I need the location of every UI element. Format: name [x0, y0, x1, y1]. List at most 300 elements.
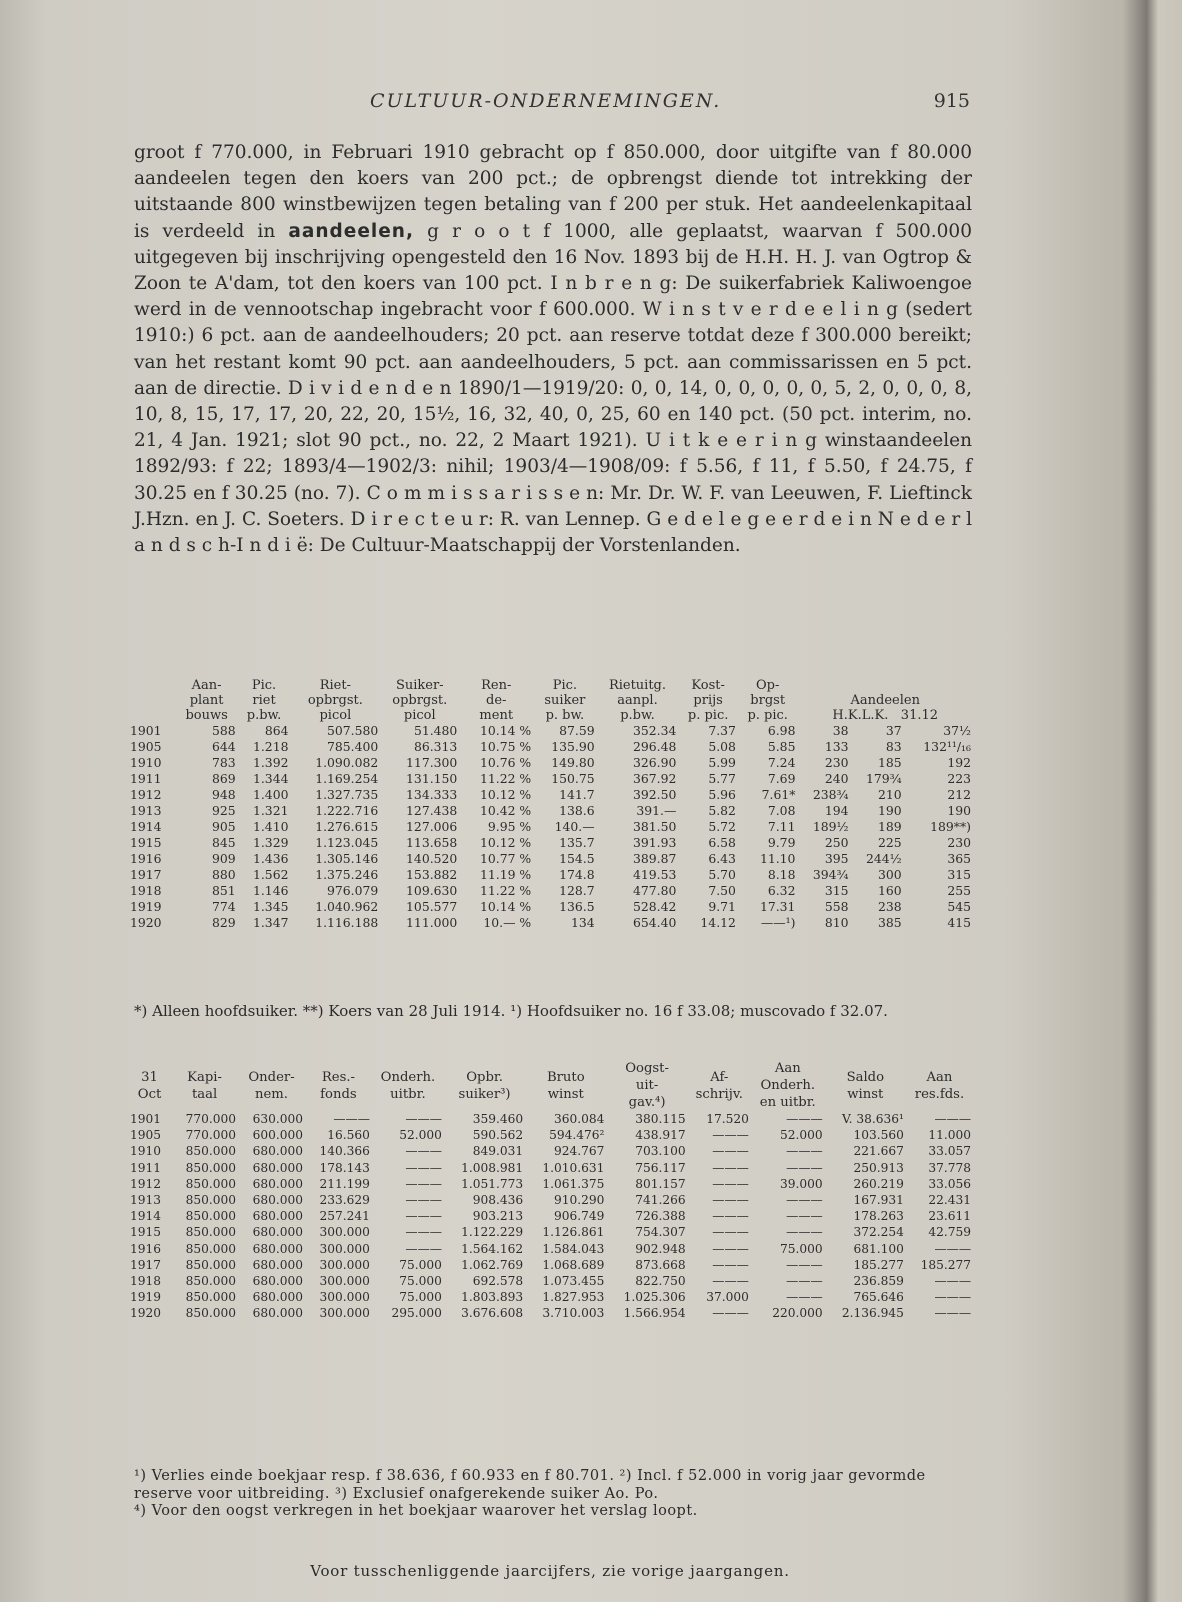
table-cell: 51.480 [413, 723, 458, 738]
column-header: Op- brgst p. pic. [747, 678, 788, 723]
table-cell: 10.76 % [480, 755, 532, 770]
table-cell: 10.— % [483, 915, 532, 930]
table-cell: 385 [878, 915, 902, 930]
aandeelen-sublabel: 31.12 [900, 708, 939, 723]
table-cell: 11.22 % [480, 771, 532, 786]
table-row [128, 739, 973, 755]
table-cell: ——— [712, 1160, 749, 1175]
table-cell: ——— [934, 1290, 971, 1305]
table-cell: 908.436 [472, 1193, 524, 1208]
table-cell: 850.000 [185, 1257, 237, 1272]
table-cell: 1.564.162 [461, 1241, 524, 1256]
table-cell: 105.577 [406, 899, 458, 914]
table-cell: 850.000 [185, 1290, 237, 1305]
column-header: Oogst- uit- gav.⁴) [625, 1061, 669, 1110]
aandeelen-label: Aandeelen [850, 693, 920, 708]
column-header: Af- schrijv. [695, 1069, 743, 1102]
table-cell: ——— [786, 1193, 823, 1208]
column-header: Rietuitg. aanpl. p.bw. [608, 678, 667, 723]
table-cell: 17.31 [759, 899, 796, 914]
table-row [128, 1208, 973, 1224]
table-cell: 1.025.306 [623, 1290, 686, 1305]
table-cell: 1901 [130, 1112, 162, 1126]
table-cell: 680.000 [252, 1160, 303, 1175]
table-cell: 372.254 [853, 1225, 904, 1240]
production-table [128, 678, 973, 931]
table-cell: 190 [878, 803, 902, 818]
column-header: Pic. suiker p. bw. [544, 678, 586, 723]
table-cell: 352.34 [633, 723, 677, 738]
table-cell: 869 [211, 771, 236, 786]
table-cell: 850.000 [185, 1241, 237, 1256]
table-cell: 37 [885, 723, 902, 738]
table-cell: 326.90 [633, 755, 677, 770]
table-cell: 220.000 [772, 1306, 823, 1321]
table-cell: 741.266 [635, 1193, 686, 1208]
table-cell: 244½ [866, 851, 902, 866]
table-cell: ——— [333, 1112, 370, 1126]
table-cell: 680.000 [252, 1274, 303, 1289]
table-row [128, 851, 973, 867]
column-header: Onderh. uitbr. [380, 1069, 436, 1102]
table-cell: 359.460 [472, 1112, 524, 1126]
table-cell: 189½ [812, 819, 849, 834]
table-cell: 1.329 [252, 835, 289, 850]
table-row [128, 1111, 973, 1127]
table-cell: 250.913 [853, 1160, 904, 1175]
table-cell: 1.218 [252, 739, 289, 754]
table-cell: 75.000 [399, 1274, 442, 1289]
table-cell: 16.560 [327, 1128, 370, 1143]
table-cell: 38 [832, 723, 849, 738]
table-cell: 11.19 % [480, 867, 532, 882]
table-cell: 160 [878, 883, 902, 898]
table-cell: ——— [934, 1274, 971, 1289]
table-cell: 850.000 [185, 1144, 237, 1159]
table-cell: 167.931 [853, 1193, 904, 1208]
table-cell: 419.53 [633, 867, 677, 882]
table-cell: 850.000 [185, 1209, 237, 1224]
table-cell: ——— [934, 1306, 971, 1321]
table-cell: 5.99 [708, 755, 736, 770]
table-cell: 600.000 [252, 1128, 303, 1143]
column-header: Ren- de- ment [479, 678, 514, 723]
table-row [128, 1192, 973, 1208]
table-cell: 850.000 [185, 1225, 237, 1240]
table-cell: 194 [824, 803, 849, 818]
table-cell: 113.658 [406, 835, 458, 850]
table-cell: 680.000 [252, 1241, 303, 1256]
table-cell: 190 [947, 803, 971, 818]
table-cell: 1.123.045 [315, 835, 379, 850]
description-paragraph [134, 140, 972, 559]
table-cell: 83 [885, 739, 902, 754]
table-cell: 238 [878, 899, 902, 914]
table-cell: 903.213 [472, 1209, 524, 1224]
table-cell: 134.333 [406, 787, 458, 802]
table-cell: 850.000 [185, 1193, 237, 1208]
table-cell: 174.8 [559, 867, 595, 882]
table-cell: 11.22 % [480, 883, 532, 898]
column-header: Aan Onderh. en uitbr. [759, 1061, 816, 1110]
table-cell: 1.090.082 [315, 755, 379, 770]
table-cell: ——¹) [760, 915, 796, 930]
table-cell: 11.000 [928, 1128, 971, 1143]
table-cell: 3.676.608 [461, 1306, 524, 1321]
table-cell: 75.000 [780, 1241, 823, 1256]
table-cell: 925 [211, 803, 236, 818]
table-cell: 1912 [130, 787, 162, 802]
table-cell: 2.136.945 [841, 1306, 904, 1321]
table-cell: 230 [947, 835, 971, 850]
table-cell: ——— [786, 1144, 823, 1159]
table-cell: 10.14 % [480, 899, 532, 914]
table-cell: ——— [712, 1274, 749, 1289]
table-row [128, 723, 973, 739]
table-cell: 902.948 [635, 1241, 686, 1256]
table-cell: 703.100 [635, 1144, 686, 1159]
text-before-bold: groot f 770.000, in Februari 1910 gebracht op f 850.000, door uitgifte van f 80.000 aandeelen tegen den koers van 200 pct.; de opbrengst diende tot intrekking der uitstaande 800 winstbewijzen tegen betaling van f 200 per stuk. Het aandeelenkapitaal is verdeeld in [134, 142, 972, 242]
table-cell: 257.241 [319, 1209, 370, 1224]
table-cell: 1.347 [252, 915, 289, 930]
table-cell: 726.388 [635, 1209, 686, 1224]
table-cell: 42.759 [928, 1225, 971, 1240]
table-cell: 233.629 [319, 1193, 370, 1208]
table-cell: 1.169.254 [315, 771, 379, 786]
table-cell: 6.58 [708, 835, 736, 850]
aandeelen-sublabel: H. [832, 708, 848, 723]
table-cell: ——— [712, 1241, 749, 1256]
table-cell: 7.24 [767, 755, 796, 770]
table-cell: ——— [934, 1241, 971, 1256]
table-cell: 438.917 [635, 1128, 686, 1143]
table-cell: 1.305.146 [315, 851, 379, 866]
table-cell: 134 [570, 915, 595, 930]
table-cell: 1.321 [252, 803, 289, 818]
table-cell: ——— [405, 1160, 442, 1175]
table-cell: 7.50 [708, 883, 736, 898]
bold-term-aandeelen: aandeelen, [288, 220, 414, 242]
table-cell: 178.143 [319, 1160, 370, 1175]
table-cell: 1918 [130, 883, 162, 898]
table-cell: ——— [712, 1257, 749, 1272]
column-header: Opbr. suiker³) [458, 1069, 511, 1102]
table-cell: 1.803.893 [461, 1290, 524, 1305]
table-cell: 1.122.229 [461, 1225, 524, 1240]
table-cell: 153.882 [406, 867, 458, 882]
table-cell: 127.006 [406, 819, 458, 834]
table-cell: 681.100 [853, 1241, 904, 1256]
company-description [134, 140, 972, 559]
table-cell: 315 [947, 867, 971, 882]
table-cell: 365 [947, 851, 971, 866]
table-cell: ——— [405, 1176, 442, 1191]
table-cell: 250 [824, 835, 849, 850]
table-cell: 391.— [636, 803, 677, 818]
table-cell: 178.263 [853, 1209, 904, 1224]
table-cell: 133 [824, 739, 849, 754]
table-cell: 845 [211, 835, 236, 850]
column-header: Kapi- taal [187, 1069, 222, 1102]
table-cell: 127.438 [406, 803, 458, 818]
table-cell: 212 [947, 787, 971, 802]
table-cell: 1914 [130, 1209, 162, 1224]
table-row [128, 1241, 973, 1257]
table-cell: 1911 [130, 771, 162, 786]
table-cell: 367.92 [633, 771, 677, 786]
table-cell: 111.000 [406, 915, 458, 930]
table-cell: 1901 [130, 723, 162, 738]
table-cell: 1.146 [252, 883, 289, 898]
table-cell: 5.08 [708, 739, 736, 754]
table-cell: V. 38.636¹ [841, 1112, 904, 1126]
table-cell: 295.000 [391, 1306, 442, 1321]
financial-table-body [128, 1111, 973, 1322]
table-cell: ——— [405, 1209, 442, 1224]
table-cell: 225 [878, 835, 902, 850]
table-cell: 240 [824, 771, 849, 786]
table-cell: ——— [786, 1209, 823, 1224]
table-cell: 801.157 [635, 1176, 686, 1191]
table-cell: 976.079 [327, 883, 379, 898]
financial-footnotes [134, 1468, 972, 1521]
table-cell: 850.000 [185, 1160, 237, 1175]
table-cell: 415 [947, 915, 971, 930]
table-cell: 7.08 [767, 803, 796, 818]
table-cell: 545 [947, 899, 971, 914]
table-cell: 87.59 [559, 723, 595, 738]
table-cell: 149.80 [551, 755, 595, 770]
table-cell: 1.062.769 [461, 1257, 524, 1272]
financial-table [128, 1060, 973, 1322]
table-cell: 590.562 [472, 1128, 524, 1143]
table-cell: 185.277 [920, 1257, 971, 1272]
table-cell: 22.431 [928, 1193, 971, 1208]
table-row [128, 867, 973, 883]
table-cell: 10.12 % [480, 787, 532, 802]
table-cell: 558 [824, 899, 849, 914]
table-cell: ——— [405, 1225, 442, 1240]
table-cell: 1.584.043 [542, 1241, 605, 1256]
table-cell: 1913 [130, 803, 162, 818]
table-cell: 236.859 [853, 1274, 904, 1289]
table-row [128, 835, 973, 851]
table-cell: 948 [211, 787, 236, 802]
table-row [128, 1160, 973, 1176]
table-cell: ——— [405, 1193, 442, 1208]
table-cell: 135.90 [551, 739, 595, 754]
production-table-header [128, 678, 973, 723]
table-cell: 1905 [130, 739, 162, 754]
table-cell: 221.667 [853, 1144, 904, 1159]
table-cell: ——— [712, 1193, 749, 1208]
table-cell: 37.000 [706, 1290, 749, 1305]
table-cell: 389.87 [633, 851, 677, 866]
table-cell: 1905 [130, 1128, 162, 1143]
table-cell: 1.051.773 [461, 1176, 524, 1191]
table-row [128, 1289, 973, 1305]
table-cell: 3.710.003 [542, 1306, 605, 1321]
table-cell: 5.82 [708, 803, 736, 818]
table-cell: 1.073.455 [542, 1274, 605, 1289]
table-cell: 117.300 [406, 755, 458, 770]
table-row [128, 915, 973, 931]
table-cell: 7.37 [708, 723, 736, 738]
table-cell: 770.000 [185, 1128, 237, 1143]
table-cell: 680.000 [252, 1225, 303, 1240]
table-cell: ——— [712, 1144, 749, 1159]
table-cell: 1920 [130, 1306, 162, 1321]
table-cell: 300.000 [319, 1274, 370, 1289]
table-cell: 507.580 [327, 723, 379, 738]
table-cell: 850.000 [185, 1274, 237, 1289]
table-cell: 9.95 % [487, 819, 532, 834]
table-cell: ——— [934, 1112, 971, 1126]
table-cell: 680.000 [252, 1257, 303, 1272]
table-cell: 150.75 [551, 771, 595, 786]
page-number: 915 [933, 90, 970, 112]
table-cell: 1.126.861 [542, 1225, 605, 1240]
column-header: Onder- nem. [248, 1069, 295, 1102]
table-cell: 1.222.716 [315, 803, 379, 818]
table-cell: 880 [211, 867, 236, 882]
table-row [128, 1273, 973, 1289]
table-cell: 33.056 [928, 1176, 971, 1191]
table-cell: 754.307 [635, 1225, 686, 1240]
table-cell: 1.562 [252, 867, 289, 882]
table-cell: 909 [211, 851, 236, 866]
financial-table-header [128, 1060, 973, 1111]
table-cell: 1.344 [252, 771, 289, 786]
table-cell: 680.000 [252, 1290, 303, 1305]
table-row [128, 899, 973, 915]
table-cell: 86.313 [413, 739, 458, 754]
table-row [128, 1143, 973, 1159]
table-cell: 52.000 [780, 1128, 823, 1143]
table-cell: 644 [211, 739, 236, 754]
table-cell: 52.000 [399, 1128, 442, 1143]
page-header [130, 90, 970, 116]
table-cell: 1913 [130, 1193, 162, 1208]
table-cell: 528.42 [633, 899, 677, 914]
table-cell: 11.10 [759, 851, 796, 866]
column-header-aandeelen [797, 678, 973, 723]
table-cell: 9.71 [708, 899, 736, 914]
table-cell: 1917 [130, 1257, 162, 1272]
table-cell: 477.80 [633, 883, 677, 898]
table-cell: 300 [878, 867, 902, 882]
table-row [128, 1224, 973, 1240]
table-cell: 296.48 [633, 739, 677, 754]
table-cell: 260.219 [853, 1176, 904, 1191]
table-cell: 300.000 [319, 1225, 370, 1240]
table-cell: 154.5 [559, 851, 595, 866]
table-cell: 391.93 [633, 835, 677, 850]
table-cell: 1910 [130, 755, 162, 770]
table-cell: 924.767 [554, 1144, 605, 1159]
table-cell: 1.008.981 [461, 1160, 524, 1175]
table-cell: 5.85 [767, 739, 796, 754]
table-cell: 1915 [130, 835, 162, 850]
table-cell: 138.6 [559, 803, 595, 818]
table-row [128, 771, 973, 787]
table-cell: 300.000 [319, 1290, 370, 1305]
table-cell: 185 [878, 755, 902, 770]
table-cell: 75.000 [399, 1290, 442, 1305]
table-cell: 192 [947, 755, 971, 770]
column-header: Res.- fonds [320, 1069, 357, 1102]
column-header: Kost- prijs p. pic. [687, 678, 729, 723]
table-cell: 10.77 % [480, 851, 532, 866]
table-cell: 10.12 % [480, 835, 532, 850]
table-cell: 10.42 % [480, 803, 532, 818]
table-cell: 7.61* [761, 787, 796, 802]
column-header: 31 Oct [137, 1069, 162, 1102]
table-cell: 179¾ [866, 771, 902, 786]
table-cell: 905 [211, 819, 236, 834]
table-cell: 588 [211, 723, 236, 738]
table-cell: 39.000 [780, 1176, 823, 1191]
table-cell: ——— [786, 1257, 823, 1272]
table-cell: 851 [211, 883, 236, 898]
text-after-bold: g r o o t f 1000, alle geplaatst, waarvan f 500.000 uitgegeven bij inschrijving opengesteld den 16 Nov. 1893 bij de H.H. H. J. van Ogtrop & Zoon te A'dam, tot den koers van 100 pct. I n b r e n g: De suikerfabriek Kaliwoengoe werd in de vennootschap ingebracht voor f 600.000. W i n s t v e r d e e l i n g (sedert 1910:) 6 pct. aan de aandeelhouders; 20 pct. aan reserve totdat deze f 300.000 bereikt; van het restant komt 90 pct. aan aandeelhouders, 5 pct. aan commissarissen en 5 pct. aan de directie. D i v i d e n d e n 1890/1—1919/20: 0, 0, 14, 0, 0, 0, 0, 0, 5, 2, 0, 0, 0, 8, 10, 8, 15, 17, 17, 20, 22, 20, 15½, 16, 32, 40, 0, 25, 60 en 140 pct. (50 pct. interim, no. 21, 4 Jan. 1921; slot 90 pct., no. 22, 2 Maart 1921). U i t k e e r i n g winstaandeelen 1892/93: f 22; 1893/4—1902/3: nihil; 1903/4—1908/09: f 5.56, f 11, f 5.50, f 24.75, f 30.25 en f 30.25 (no. 7). C o m m i s s a r i s s e n: Mr. Dr. W. F. van Leeuwen, F. Lieftinck J.Hzn. en J. C. Soeters. D i r e c t e u r: R. van Lennep. G e d e l e g e e r d e i n N e d e r l a n d s c h-I n d i ë: De Cultuur-Maatschappij der Vorstenlanden. [134, 220, 972, 557]
table-cell: ——— [405, 1112, 442, 1126]
table-cell: ——— [712, 1128, 749, 1143]
table-cell: 109.630 [406, 883, 458, 898]
table-cell: 1.410 [252, 819, 289, 834]
footnote-line: ⁴) Voor den oogst verkregen in het boekjaar waarover het verslag loopt. [134, 1503, 698, 1519]
column-header: Aan res.fds. [914, 1069, 965, 1102]
table-cell: 680.000 [252, 1144, 303, 1159]
table-cell: 230 [824, 755, 849, 770]
table-cell: 189**) [930, 819, 971, 834]
table-cell: 774 [211, 899, 236, 914]
table-cell: 1917 [130, 867, 162, 882]
table-cell: 10.14 % [480, 723, 532, 738]
table-cell: 1.392 [252, 755, 289, 770]
table-cell: 822.750 [635, 1274, 686, 1289]
table-cell: 14.12 [700, 915, 736, 930]
table-cell: 680.000 [252, 1176, 303, 1191]
table-cell: 829 [211, 915, 236, 930]
table-cell: 223 [947, 771, 971, 786]
aandeelen-sublabel: K. [874, 708, 889, 723]
table-cell: 1916 [130, 851, 162, 866]
table-cell: 1919 [130, 1290, 162, 1305]
table-cell: 1.276.615 [315, 819, 379, 834]
table-row [128, 787, 973, 803]
table-cell: 1918 [130, 1274, 162, 1289]
table-cell: 1.345 [252, 899, 289, 914]
table-cell: ——— [786, 1274, 823, 1289]
table-cell: 380.115 [635, 1112, 686, 1126]
table-cell: 864 [264, 723, 289, 738]
footnote-line: ¹) Verlies einde boekjaar resp. f 38.636, f 60.933 en f 80.701. ²) Incl. f 52.000 in vorig jaar gevormde reserve voor uitbreiding. ³) Exclusief onafgerekende suiker Ao. Po. [134, 1468, 926, 1502]
table-cell: 1912 [130, 1176, 162, 1191]
table-cell: 1.827.953 [542, 1290, 605, 1305]
table-cell: 6.32 [767, 883, 796, 898]
production-table-body [128, 723, 973, 931]
table-cell: 1.040.962 [315, 899, 379, 914]
table-cell: 103.560 [853, 1128, 904, 1143]
table-cell: ——— [712, 1209, 749, 1224]
table-cell: 680.000 [252, 1193, 303, 1208]
table-cell: 9.79 [767, 835, 796, 850]
table-row [128, 1257, 973, 1273]
table-cell: 5.96 [708, 787, 736, 802]
column-header: Riet- opbrgst. picol [307, 678, 363, 723]
table-row [128, 1176, 973, 1192]
